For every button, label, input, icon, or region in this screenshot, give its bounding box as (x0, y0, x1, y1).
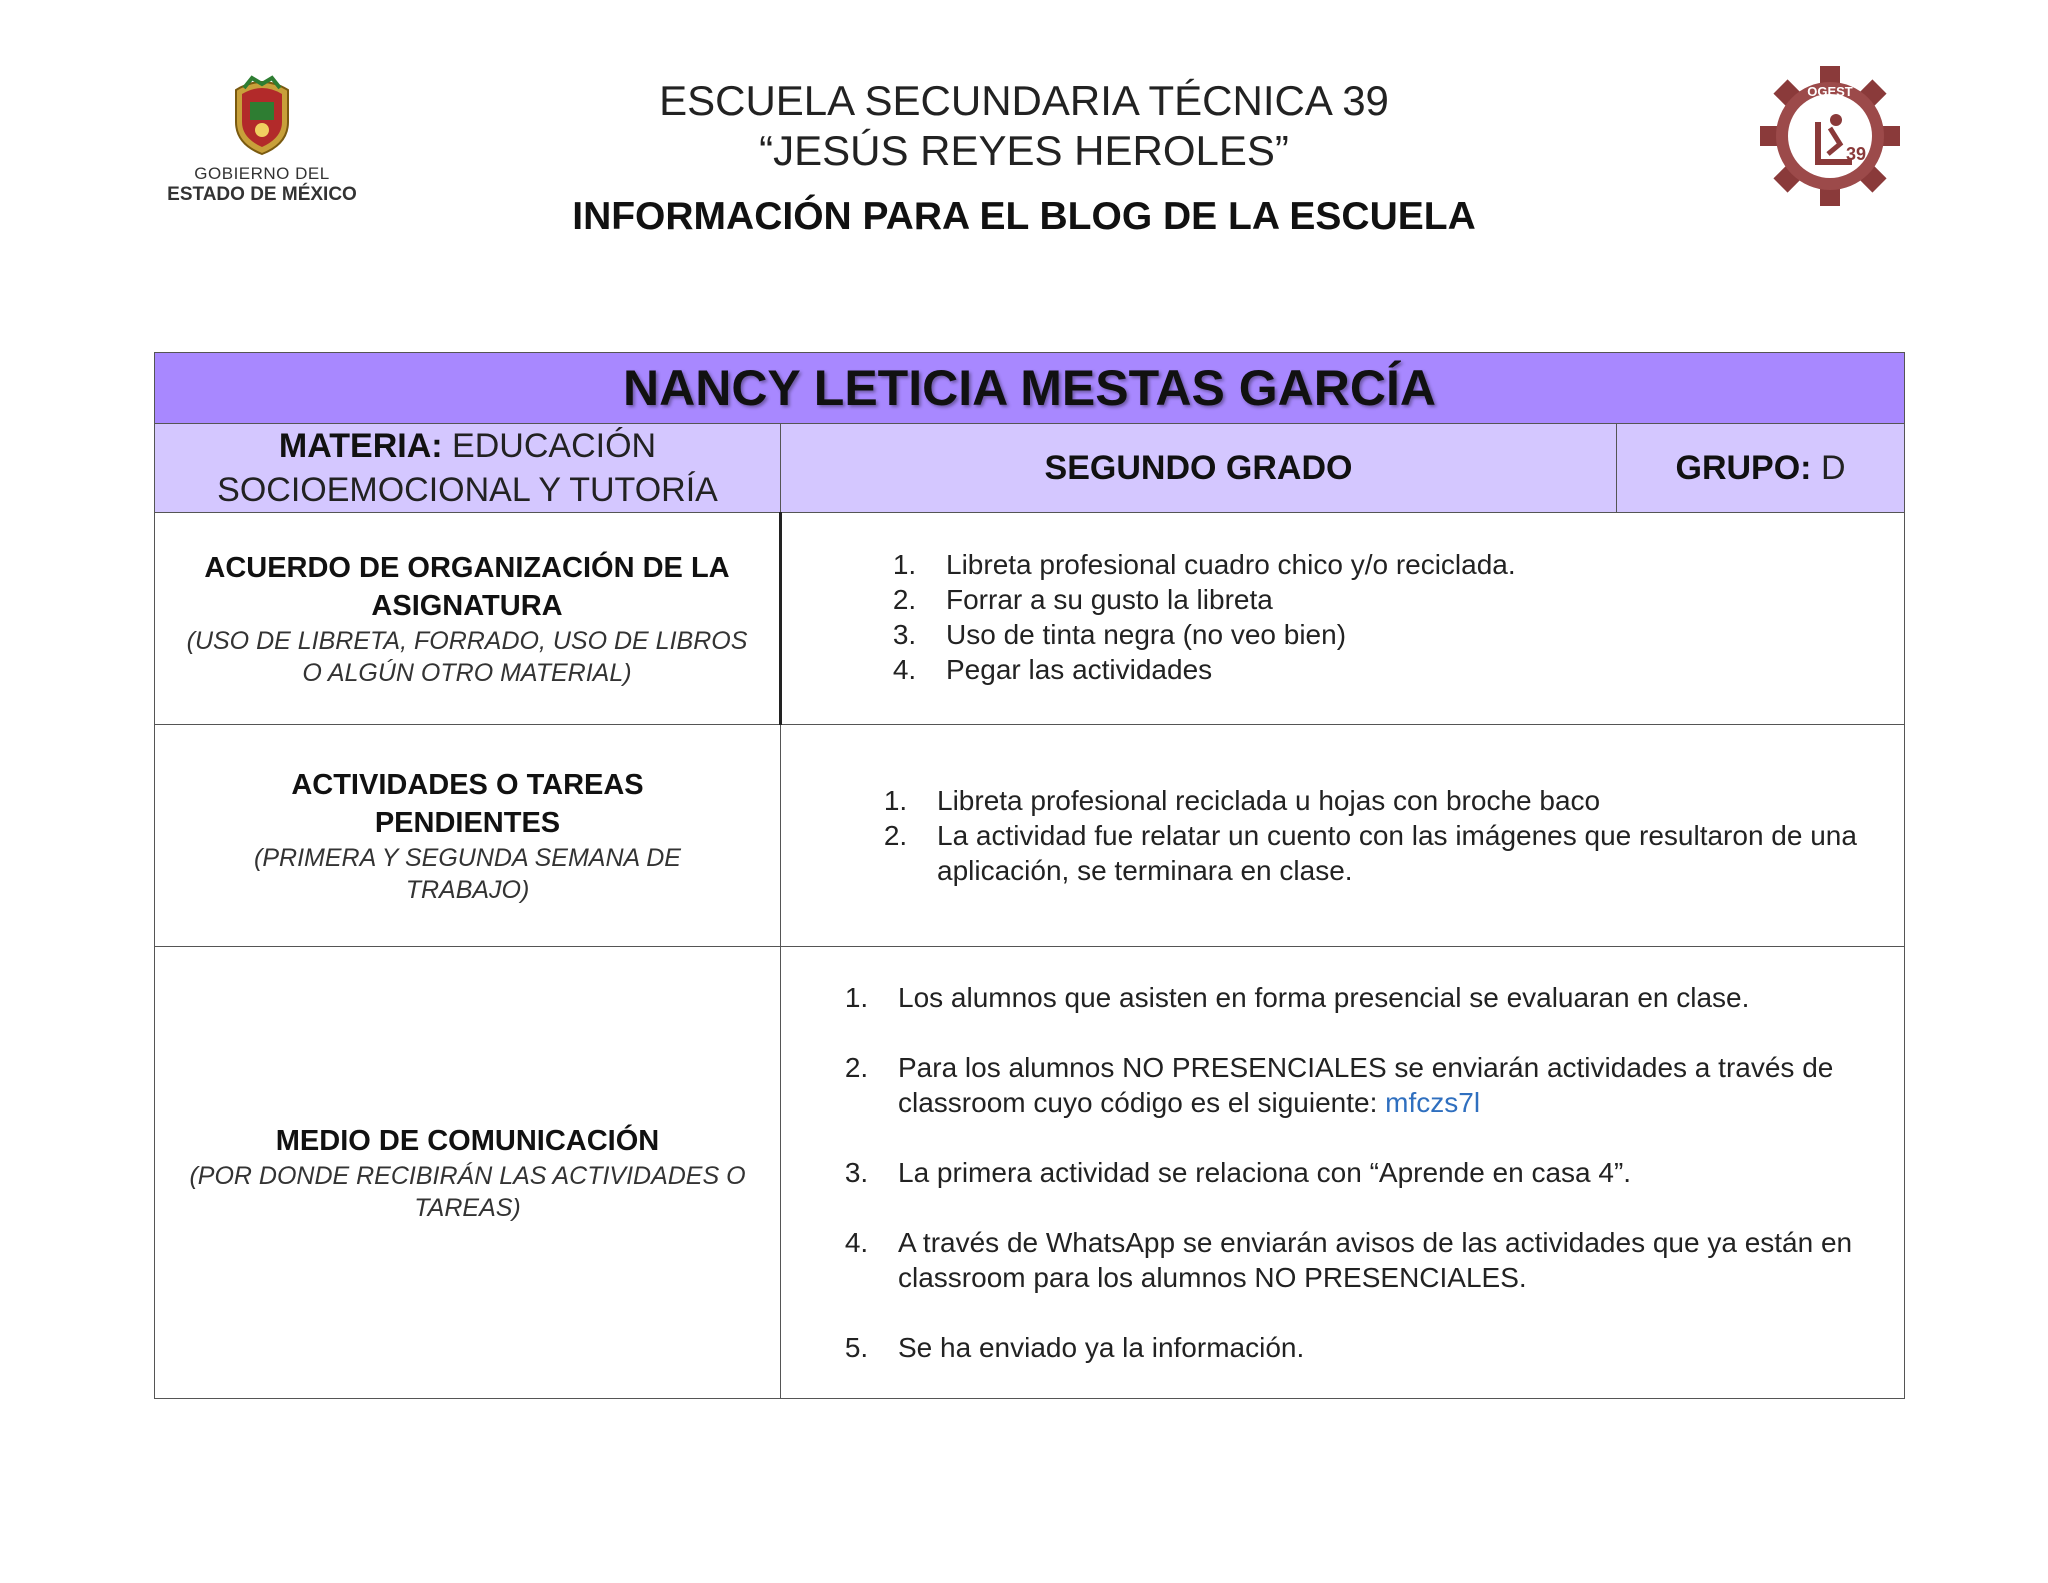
school-logo (1756, 62, 1904, 210)
actividades-list (781, 783, 1904, 888)
grupo-label: GRUPO: (1675, 448, 1812, 487)
medio-item2-text: Para los alumnos NO PRESENCIALES se enviarán actividades a través de classroom cuyo código es el siguiente: (898, 1052, 1834, 1118)
teacher-row (155, 353, 1905, 424)
page-title: INFORMACIÓN PARA EL BLOG DE LA ESCUELA (572, 195, 1476, 238)
list-item (876, 980, 1884, 1015)
list-item: 3. Uso de tinta negra (no veo bien) (924, 617, 1904, 652)
materia-label: MATERIA: (278, 427, 443, 465)
list-item: 1. Libreta profesional cuadro chico y/o reciclada. (924, 547, 1904, 582)
grado-value: SEGUNDO GRADO (1044, 448, 1353, 487)
list-item (876, 1225, 1884, 1295)
info-table (154, 352, 1905, 1399)
medio-item1: Los alumnos que asisten en forma presencial se evaluaran en clase. (898, 982, 1750, 1013)
grupo-value: D (1820, 448, 1846, 487)
actividades-row (155, 725, 1905, 947)
school-heading (400, 76, 1648, 176)
government-line2: ESTADO DE MÉXICO (167, 184, 357, 205)
materia-cell (155, 424, 781, 513)
actividades-content-cell (781, 725, 1905, 947)
list-item: 2. La actividad fue relatar un cuento con las imágenes que resultaron de una aplicación, se terminara en clase. (915, 818, 1886, 888)
grado-cell (781, 424, 1617, 513)
subject-row (155, 424, 1905, 513)
teacher-name: NANCY LETICIA MESTAS GARCÍA (155, 353, 1905, 424)
logo-number: 39 (1846, 144, 1867, 164)
list-item (876, 1050, 1884, 1120)
acuerdo-list (782, 547, 1904, 687)
list-item: 4. Pegar las actividades (924, 652, 1904, 687)
list-item: 2. Forrar a su gusto la libreta (924, 582, 1904, 617)
classroom-code-link[interactable]: mfczs7l (1385, 1087, 1481, 1118)
medio-label: MEDIO DE COMUNICACIÓN (275, 1124, 660, 1157)
medio-content-cell (781, 947, 1905, 1399)
government-line1: GOBIERNO DEL (194, 164, 330, 183)
list-item (876, 1330, 1884, 1365)
actividades-sublabel: (PRIMERA Y SEGUNDA SEMANA DE TRABAJO) (254, 843, 681, 904)
actividades-label-cell (155, 725, 781, 947)
medio-label-cell (155, 947, 781, 1399)
list-item (876, 1155, 1884, 1190)
medio-row (155, 947, 1905, 1399)
logo-text: OGEST (1807, 84, 1853, 99)
medio-item5: Se ha enviado ya la información. (898, 1332, 1305, 1363)
acuerdo-sublabel: (USO DE LIBRETA, FORRADO, USO DE LIBROS O ALGÚN OTRO MATERIAL) (186, 626, 748, 687)
grupo-cell (1617, 424, 1905, 513)
school-name: ESCUELA SECUNDARIA TÉCNICA 39 (659, 77, 1389, 124)
acuerdo-label-cell (155, 513, 781, 725)
school-motto: “JESÚS REYES HEROLES” (759, 127, 1289, 174)
materia-value: EDUCACIÓN SOCIOEMOCIONAL Y TUTORÍA (217, 427, 718, 509)
coat-of-arms-icon (222, 72, 302, 156)
acuerdo-content-cell (781, 513, 1905, 725)
list-item: 1. Libreta profesional reciclada u hojas con broche baco (915, 783, 1886, 818)
medio-item4: A través de WhatsApp se enviarán avisos de las actividades que ya están en classroom para los alumnos NO PRESENCIALES. (898, 1227, 1853, 1293)
medio-sublabel: (POR DONDE RECIBIRÁN LAS ACTIVIDADES O TAREAS) (189, 1161, 746, 1222)
medio-item3: La primera actividad se relaciona con “Aprende en casa 4”. (898, 1157, 1632, 1188)
actividades-label: ACTIVIDADES O TAREAS PENDIENTES (291, 768, 644, 839)
acuerdo-label: ACUERDO DE ORGANIZACIÓN DE LA ASIGNATURA (204, 551, 730, 622)
acuerdo-row (155, 513, 1905, 725)
government-logo (152, 72, 372, 222)
medio-list (781, 980, 1904, 1365)
